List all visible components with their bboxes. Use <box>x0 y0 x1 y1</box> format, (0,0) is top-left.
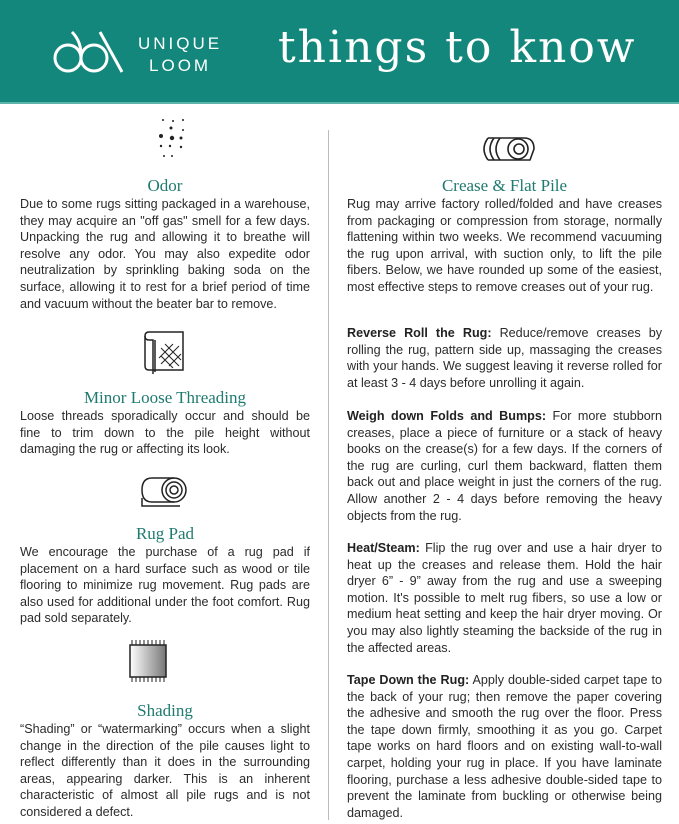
section-intro: Rug may arrive factory rolled/folded and have creases from packaging or compression from storage, normally flattening within two weeks. We recommend vacuuming the rug upon arrival, with suction only, to lift the pile fibers. Below, we have rounded up some of the easiest, most effective steps to remove creases out of your rug. <box>347 197 662 294</box>
section-text: Due to some rugs sitting packaged in a warehouse, they may acquire an "off gas" smell for a few days. Unpacking the rug and allowing it to breathe will resolve any odor. You may also expedite odor neutralization by sprinkling baking soda on the surface, allowing it to rest for a brief period of time and vacuum without the beater bar to remove. <box>20 197 310 311</box>
section-loose-threading <box>20 388 310 458</box>
section-shading <box>20 701 310 821</box>
dots-odor-icon <box>155 116 191 162</box>
rolled-pad-icon <box>140 476 190 508</box>
rolled-rug-icon <box>478 136 536 162</box>
tip-label: Tape Down the Rug: <box>347 673 470 687</box>
tip-label: Reverse Roll the Rug: <box>347 326 492 340</box>
section-title: Minor Loose Threading <box>83 388 247 407</box>
tip-text: For more stubborn creases, place a piece of furniture or a stack of heavy books on the crease(s) for a few days. If the corners of the rug are curling, curl them backward, flatten them back out and place weight in just the corners of the rug. Allow another 2 - 4 days before removing the heavy objects from the rug. <box>347 409 662 523</box>
rug-threading-icon <box>143 330 187 376</box>
tip-text: Apply double-sided carpet tape to the back of your rug; then remove the paper covering the adhesive and smooth the rug over the floor. Press the tape down firmly, smoothing it as you go. Carpet tape works on hard floors and on existing wall-to-wall carpet, holding your rug in place. If you have laminate flooring, purchase a less adhesive double-sided tape to prevent the laminate from buckling or otherwise being damaged. <box>347 673 663 820</box>
section-title: Odor <box>147 176 183 195</box>
tip-tape-down <box>347 672 662 821</box>
column-divider <box>328 130 329 820</box>
section-text: We encourage the purchase of a rug pad if placement on a hard surface such as wood or tile flooring to minimize rug movement. Rug pads are also used for additional under the foot comfort. Rug pad sold separately. <box>20 545 310 626</box>
page-title: things to know <box>278 22 637 73</box>
header-banner <box>0 0 679 104</box>
unique-loom-logo-icon <box>52 30 132 76</box>
section-title: Rug Pad <box>135 524 195 543</box>
tip-label: Weigh down Folds and Bumps: <box>347 409 547 423</box>
section-text: Loose threads sporadically occur and should be fine to trim down to the pile height without damaging the rug or affecting its look. <box>20 409 310 457</box>
section-text: “Shading” or “watermarking” occurs when a slight change in the direction of the pile causes light to reflect differently than it does in the surrounding areas, appearing darker. This is an inherent characteristic of almost all pile rugs and is not considered a defect. <box>20 722 310 819</box>
section-title: Shading <box>137 701 193 720</box>
tip-text: Reduce/remove creases by rolling the rug, pattern side up, massaging the creases with your hands. We suggest leaving it reverse rolled for at least 3 - 4 days before unrolling it again. <box>347 326 662 390</box>
section-crease-flat-pile <box>347 176 662 296</box>
tip-reverse-roll <box>347 325 662 391</box>
tip-text: Flip the rug over and use a hair dryer to heat up the creases and release them. Hold the hair dryer 6” - 9” away from the rug and use a sweeping motion. It's possible to melt rug fibers, so use a low or medium heat setting and keep the hair dryer moving. Or you may also lightly steaming the backside of the rug in the affected areas. <box>347 541 662 655</box>
tip-heat-steam <box>347 540 662 656</box>
section-title: Crease & Flat Pile <box>441 176 568 195</box>
tip-label: Heat/Steam: <box>347 541 420 555</box>
brand-line-1: UNIQUE <box>138 34 223 53</box>
shaded-rug-icon <box>128 640 168 682</box>
brand-name <box>138 33 222 77</box>
tip-weigh-down <box>347 408 662 524</box>
section-odor <box>20 176 310 312</box>
brand-line-2: LOOM <box>149 56 212 75</box>
section-rug-pad <box>20 524 310 627</box>
